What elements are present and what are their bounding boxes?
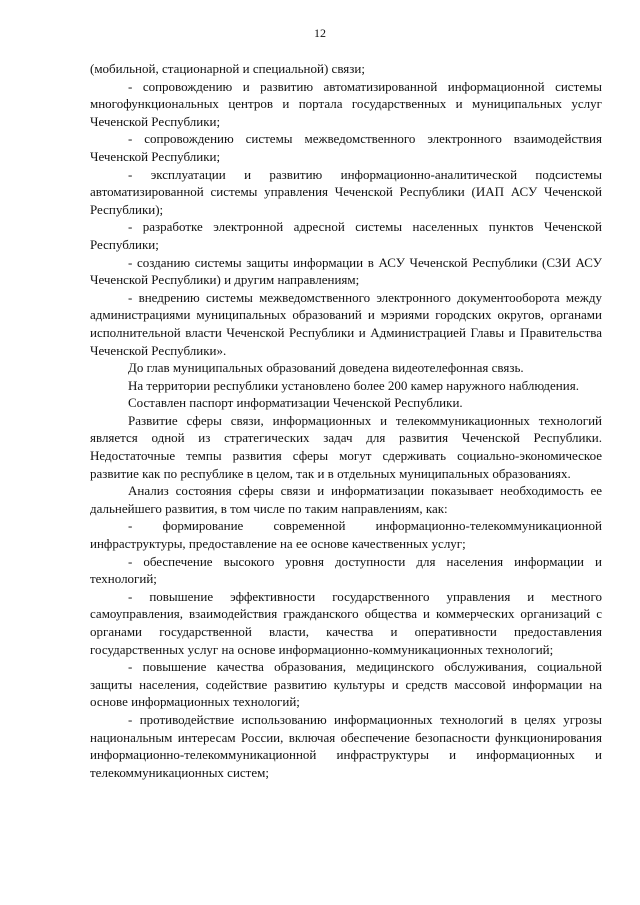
paragraph: - противодействие использованию информационных технологий в целях угрозы национальным интересам России, включая обеспечение безопасности функционирования информационно-телекоммуникационной инфраструктуры и информационных и телекоммуникационных систем;: [90, 711, 602, 780]
paragraph: - сопровождению и развитию автоматизированной информационной системы многофункциональных центров и портала государственных и муниципальных услуг Чеченской Республики;: [90, 78, 602, 129]
document-body: [90, 60, 602, 781]
paragraph: (мобильной, стационарной и специальной) связи;: [90, 61, 365, 76]
paragraph: - сопровождению системы межведомственного электронного взаимодействия Чеченской Республики;: [90, 131, 602, 164]
paragraph: До глав муниципальных образований доведена видеотелефонная связь.: [128, 360, 524, 376]
page-number: 12: [314, 26, 326, 40]
paragraph: Анализ состояния сферы связи и информатизации показывает необходимость ее дальнейшего развития, в том числе по таким направлениям, как:: [90, 483, 602, 516]
paragraph: - эксплуатации и развитию информационно-аналитической подсистемы автоматизированной системы управления Чеченской Республики (ИАП АСУ Чеченской Республики);: [90, 166, 602, 217]
paragraph: - созданию системы защиты информации в АСУ Чеченской Республики (СЗИ АСУ Чеченской Республики) и другим направлениям;: [90, 254, 602, 288]
paragraph: - разработке электронной адресной системы населенных пунктов Чеченской Республики;: [90, 219, 602, 252]
paragraph: - повышение качества образования, медицинского обслуживания, социальной защиты населения, содействие развитию культуры и средств массовой информации на основе информационных технологий;: [90, 659, 602, 710]
paragraph: - обеспечение высокого уровня доступности для населения информации и технологий;: [90, 553, 602, 587]
paragraph: На территории республики установлено более 200 камер наружного наблюдения.: [128, 377, 579, 393]
paragraph: - повышение эффективности государственного управления и местного самоуправления, взаимодействия гражданского общества и коммерческих организаций с органами государственной власти, качества и оперативности предоставления государственных услуг на основе информационно-коммуникационных технологий;: [90, 588, 602, 657]
paragraph: Развитие сферы связи, информационных и телекоммуникационных технологий является одной из стратегических задач для развития Чеченской Республики. Недостаточные темпы развития сферы могут сдерживать социально-экономическое развитие как по республике в целом, так и в отдельных муниципальных образованиях.: [90, 412, 602, 481]
paragraph: - формирование современной информационно-телекоммуникационной инфраструктуры, предоставление на ее основе качественных услуг;: [90, 518, 602, 552]
paragraph: Составлен паспорт информатизации Чеченской Республики.: [128, 395, 463, 411]
paragraph: - внедрению системы межведомственного электронного документооборота между администрациями муниципальных образований и мэриями городских округов, органами исполнительной власти Чеченской Республики и Администрацией Главы и Правительства Чеченской Республики».: [90, 289, 602, 358]
